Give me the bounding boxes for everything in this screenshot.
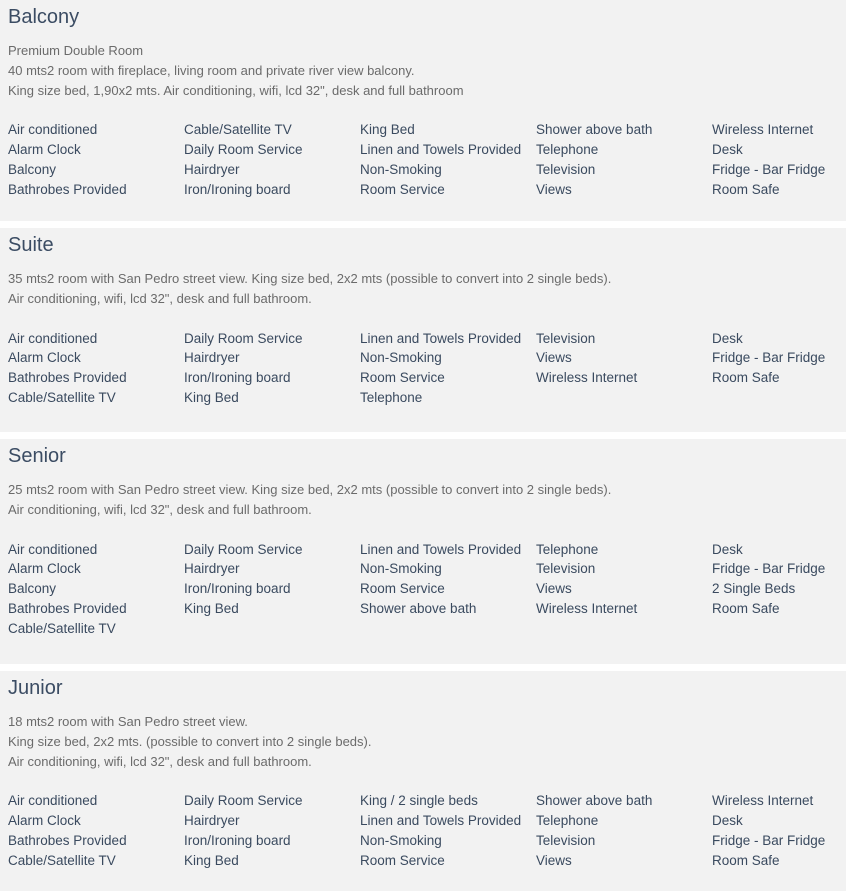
amenity-item: Linen and Towels Provided xyxy=(360,330,522,346)
amenity-item: Air conditioned xyxy=(8,793,98,809)
amenity-item-empty xyxy=(184,619,360,639)
room-description xyxy=(8,269,838,309)
amenity-item: Daily Room Service xyxy=(184,793,303,809)
amenity-item: King / 2 single beds xyxy=(360,793,478,809)
amenity-item: Alarm Clock xyxy=(8,561,81,577)
amenity-item: Room Service xyxy=(360,370,445,386)
amenity-item: Views xyxy=(536,581,572,597)
amenity-item: Room Service xyxy=(360,852,445,868)
amenity-item: Cable/Satellite TV xyxy=(184,122,292,138)
amenity-item: Bathrobes Provided xyxy=(8,600,127,616)
description-line: Air conditioning, wifi, lcd 32", desk and full bathroom. xyxy=(8,753,312,769)
amenity-item: Non-Smoking xyxy=(360,350,442,366)
amenity-item: Room Service xyxy=(360,181,445,197)
amenity-item: King Bed xyxy=(184,600,239,616)
amenity-item: Bathrobes Provided xyxy=(8,181,127,197)
amenity-item: Iron/Ironing board xyxy=(184,181,291,197)
amenity-item: Wireless Internet xyxy=(536,370,638,386)
amenity-item: Daily Room Service xyxy=(184,541,303,557)
amenity-item: Bathrobes Provided xyxy=(8,370,127,386)
description-line: King size bed, 2x2 mts. (possible to convert into 2 single beds). xyxy=(8,733,372,749)
amenity-item: Desk xyxy=(712,330,743,346)
amenity-item: Hairdryer xyxy=(184,161,240,177)
amenity-item: Desk xyxy=(712,142,743,158)
description-line: King size bed, 1,90x2 mts. Air conditioning, wifi, lcd 32", desk and full bathroom xyxy=(8,82,464,98)
amenity-item: Alarm Clock xyxy=(8,813,81,829)
amenity-item: Linen and Towels Provided xyxy=(360,813,522,829)
amenity-item: Room Safe xyxy=(712,370,780,386)
amenities-list xyxy=(8,540,838,639)
room-card-junior xyxy=(0,671,846,891)
amenity-item: Shower above bath xyxy=(360,600,477,616)
room-card-suite xyxy=(0,228,846,432)
amenities-list xyxy=(8,329,838,408)
amenity-item: Linen and Towels Provided xyxy=(360,142,522,158)
amenity-item-empty xyxy=(536,388,712,408)
amenity-item: Television xyxy=(536,561,596,577)
amenity-item: Hairdryer xyxy=(184,813,240,829)
amenity-item: Hairdryer xyxy=(184,561,240,577)
amenity-item: King Bed xyxy=(184,852,239,868)
amenity-item-empty xyxy=(360,619,536,639)
amenity-item: Alarm Clock xyxy=(8,350,81,366)
amenity-item: Television xyxy=(536,161,596,177)
amenity-item: Views xyxy=(536,350,572,366)
amenity-item: Hairdryer xyxy=(184,350,240,366)
room-description xyxy=(8,41,838,100)
amenity-item: Television xyxy=(536,330,596,346)
room-card-senior xyxy=(0,439,846,664)
description-line: 35 mts2 room with San Pedro street view. King size bed, 2x2 mts (possible to convert into 2 single beds). xyxy=(8,271,612,286)
amenity-item-empty xyxy=(712,619,842,639)
amenities-list xyxy=(8,791,838,870)
amenity-item: Iron/Ironing board xyxy=(184,581,291,597)
amenity-item: Balcony xyxy=(8,581,57,597)
amenity-item: Iron/Ironing board xyxy=(184,370,291,386)
amenity-item: Non-Smoking xyxy=(360,832,442,848)
amenity-item: King Bed xyxy=(360,122,415,138)
amenity-item: Room Safe xyxy=(712,600,780,616)
amenity-item: Telephone xyxy=(536,813,599,829)
amenity-item: Daily Room Service xyxy=(184,142,303,158)
amenity-item: Cable/Satellite TV xyxy=(8,389,116,405)
amenity-item: Views xyxy=(536,852,572,868)
amenity-item: Shower above bath xyxy=(536,122,653,138)
amenity-item: Air conditioned xyxy=(8,541,98,557)
amenity-item: Room Service xyxy=(360,581,445,597)
amenity-item: Wireless Internet xyxy=(536,600,638,616)
room-card-balcony xyxy=(0,0,846,221)
amenity-item: Fridge - Bar Fridge xyxy=(712,350,826,366)
amenities-list xyxy=(8,120,838,199)
amenity-item: Air conditioned xyxy=(8,122,98,138)
room-title: Junior xyxy=(8,677,63,699)
description-line: Premium Double Room xyxy=(8,43,144,58)
amenity-item: Shower above bath xyxy=(536,793,653,809)
amenity-item: Room Safe xyxy=(712,181,780,197)
amenity-item: Television xyxy=(536,832,596,848)
amenity-item: Cable/Satellite TV xyxy=(8,620,116,636)
amenity-item: Desk xyxy=(712,813,743,829)
amenity-item: Bathrobes Provided xyxy=(8,832,127,848)
amenity-item: Alarm Clock xyxy=(8,142,81,158)
room-description xyxy=(8,712,838,771)
amenity-item: Cable/Satellite TV xyxy=(8,852,116,868)
amenity-item: Iron/Ironing board xyxy=(184,832,291,848)
amenity-item: Fridge - Bar Fridge xyxy=(712,832,826,848)
amenity-item: Air conditioned xyxy=(8,330,98,346)
amenity-item: Wireless Internet xyxy=(712,793,814,809)
amenity-item: Fridge - Bar Fridge xyxy=(712,561,826,577)
room-title: Suite xyxy=(8,234,54,256)
amenity-item: Balcony xyxy=(8,161,57,177)
room-title: Senior xyxy=(8,445,66,467)
amenity-item-empty xyxy=(712,388,842,408)
amenity-item: Fridge - Bar Fridge xyxy=(712,161,826,177)
amenity-item: Daily Room Service xyxy=(184,330,303,346)
amenity-item: King Bed xyxy=(184,389,239,405)
amenity-item: 2 Single Beds xyxy=(712,581,796,597)
amenity-item: Telephone xyxy=(536,541,599,557)
description-line: 18 mts2 room with San Pedro street view. xyxy=(8,714,248,729)
room-description xyxy=(8,480,838,520)
amenity-item: Non-Smoking xyxy=(360,161,442,177)
amenity-item: Views xyxy=(536,181,572,197)
description-line: 25 mts2 room with San Pedro street view. King size bed, 2x2 mts (possible to convert into 2 single beds). xyxy=(8,482,612,497)
amenity-item: Telephone xyxy=(360,389,423,405)
amenity-item: Desk xyxy=(712,541,743,557)
room-title: Balcony xyxy=(8,6,80,28)
description-line: 40 mts2 room with fireplace, living room and private river view balcony. xyxy=(8,62,415,78)
amenity-item: Wireless Internet xyxy=(712,122,814,138)
description-line: Air conditioning, wifi, lcd 32", desk and full bathroom. xyxy=(8,501,312,517)
description-line: Air conditioning, wifi, lcd 32", desk and full bathroom. xyxy=(8,290,312,306)
amenity-item-empty xyxy=(536,619,712,639)
amenity-item: Telephone xyxy=(536,142,599,158)
amenity-item: Linen and Towels Provided xyxy=(360,541,522,557)
amenity-item: Room Safe xyxy=(712,852,780,868)
amenity-item: Non-Smoking xyxy=(360,561,442,577)
